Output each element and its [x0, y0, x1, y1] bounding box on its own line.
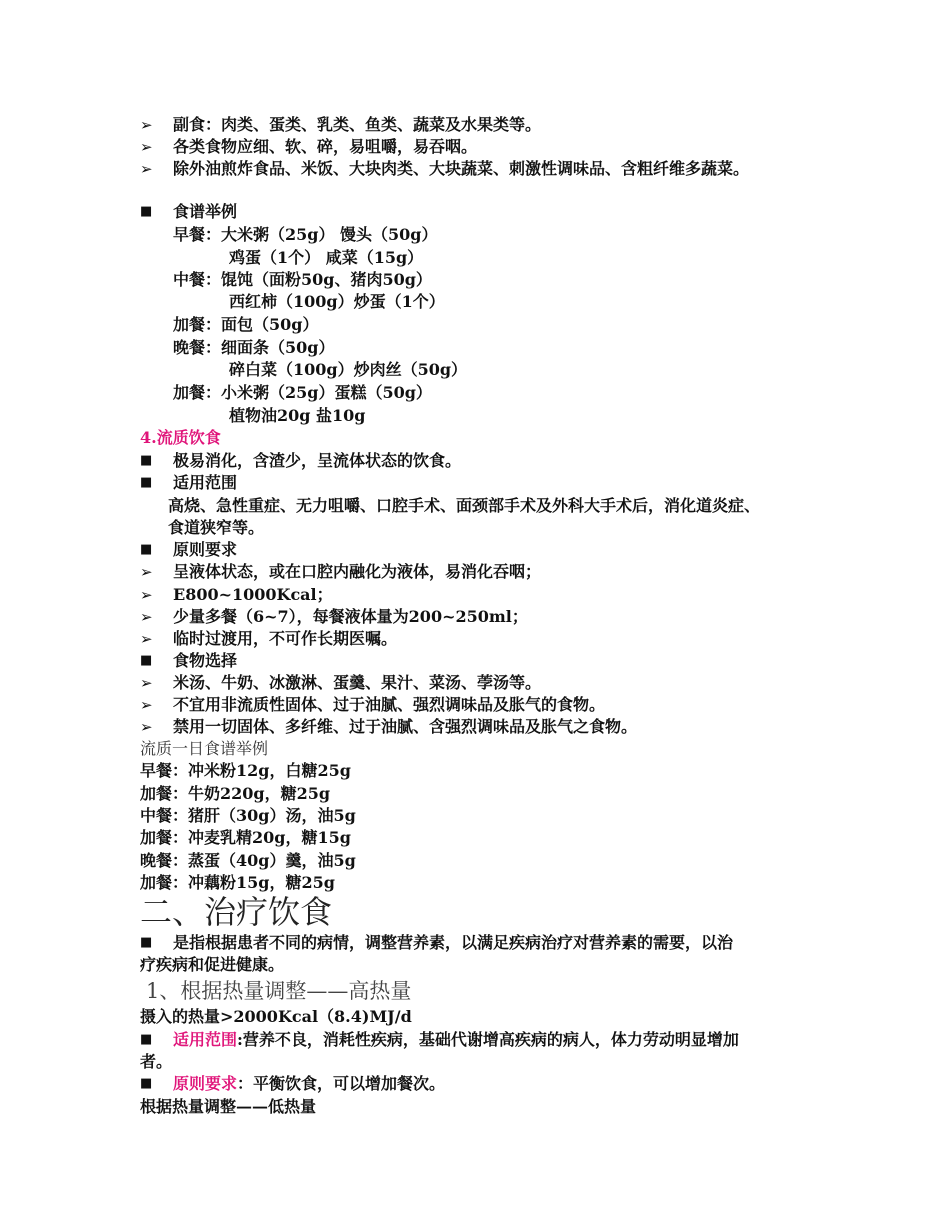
day-menu-heading: 流质一日食谱举例 — [140, 739, 269, 758]
arrow-bullet-icon: ➢ — [140, 718, 153, 736]
item-text: 是指根据患者不同的病情，调整营养素，以满足疾病治疗对营养素的需要，以治 — [173, 933, 734, 952]
principle-label: 原则要求 — [173, 1074, 238, 1093]
menu-line: 中餐：猪肝（30g）汤，油5g — [140, 806, 356, 825]
principle-text: ：平衡饮食，可以增加餐次。 — [237, 1074, 446, 1093]
square-bullet-icon: ■ — [140, 204, 153, 219]
paragraph-line: 疗疾病和促进健康。 — [140, 955, 285, 974]
low-calorie-heading: 根据热量调整——低热量 — [140, 1097, 317, 1116]
arrow-bullet-icon: ➢ — [140, 138, 153, 156]
menu-line: 加餐：牛奶220g，糖25g — [140, 784, 331, 803]
square-bullet-icon: ■ — [140, 475, 153, 490]
item-text: 不宜用非流质性固体、过于油腻、强烈调味品及胀气的食物。 — [173, 695, 606, 714]
recipe-line: 加餐：小米粥（25g）蛋糕（50g） — [173, 383, 432, 402]
item-text: 原则要求 — [173, 540, 238, 559]
heading-text: 食谱举例 — [173, 202, 238, 221]
square-bullet-icon: ■ — [140, 1032, 153, 1047]
item-text: 禁用一切固体、多纤维、过于油腻、含强烈调味品及胀气之食物。 — [173, 717, 638, 736]
paragraph-line: 食道狭窄等。 — [168, 518, 265, 537]
paragraph-line: 高烧、急性重症、无力咀嚼、口腔手术、面颈部手术及外科大手术后，消化道炎症、 — [168, 496, 761, 515]
recipe-line: 中餐：馄饨（面粉50g、猪肉50g） — [173, 270, 432, 289]
recipe-line: 鸡蛋（1个） 咸菜（15g） — [229, 248, 424, 267]
subsection-title: 1、根据热量调整——高热量 — [146, 979, 412, 1003]
arrow-bullet-icon: ➢ — [140, 160, 153, 178]
square-bullet-icon: ■ — [140, 935, 153, 950]
square-bullet-icon: ■ — [140, 1076, 153, 1091]
arrow-bullet-icon: ➢ — [140, 674, 153, 692]
menu-line: 加餐：冲藕粉15g，糖25g — [140, 873, 335, 892]
item-text: 副食：肉类、蛋类、乳类、鱼类、蔬菜及水果类等。 — [173, 115, 542, 134]
item-text — [173, 1073, 445, 1095]
square-bullet-icon: ■ — [140, 453, 153, 468]
item-text: 极易消化，含渣少，呈流体状态的饮食。 — [173, 451, 462, 470]
scope-text: :营养不良，消耗性疾病，基础代谢增高疾病的病人，体力劳动明显增加 — [237, 1030, 739, 1049]
item-text: E800~1000Kcal； — [173, 585, 333, 604]
arrow-bullet-icon: ➢ — [140, 116, 153, 134]
section-title: 4.流质饮食 — [140, 428, 221, 447]
recipe-line: 西红柿（100g）炒蛋（1个） — [229, 292, 445, 311]
recipe-line: 碎白菜（100g）炒肉丝（50g） — [229, 360, 468, 379]
intake-line: 摄入的热量>2000Kcal（8.4)MJ/d — [140, 1007, 412, 1026]
arrow-bullet-icon: ➢ — [140, 586, 153, 604]
arrow-bullet-icon: ➢ — [140, 696, 153, 714]
item-text: 除外油煎炸食品、米饭、大块肉类、大块蔬菜、刺激性调味品、含粗纤维多蔬菜。 — [173, 159, 750, 178]
item-text: 临时过渡用，不可作长期医嘱。 — [173, 629, 398, 648]
recipe-line: 晚餐：细面条（50g） — [173, 338, 335, 357]
arrow-bullet-icon: ➢ — [140, 630, 153, 648]
chapter-title: 二、治疗饮食 — [140, 893, 333, 931]
menu-line: 加餐：冲麦乳精20g，糖15g — [140, 828, 351, 847]
item-text: 食物选择 — [173, 651, 238, 670]
arrow-bullet-icon: ➢ — [140, 608, 153, 626]
item-text — [173, 1029, 739, 1051]
paragraph-line: 者。 — [140, 1052, 173, 1071]
recipe-line: 植物油20g 盐10g — [229, 406, 366, 425]
menu-line: 早餐：冲米粉12g，白糖25g — [140, 761, 351, 780]
menu-line: 晚餐：蒸蛋（40g）羹，油5g — [140, 851, 356, 870]
square-bullet-icon: ■ — [140, 542, 153, 557]
item-text: 呈液体状态，或在口腔内融化为液体，易消化吞咽； — [173, 562, 542, 581]
item-text: 各类食物应细、软、碎，易咀嚼，易吞咽。 — [173, 137, 478, 156]
square-bullet-icon: ■ — [140, 653, 153, 668]
scope-label: 适用范围 — [173, 1030, 238, 1049]
arrow-bullet-icon: ➢ — [140, 563, 153, 581]
item-text: 少量多餐（6~7），每餐液体量为200~250ml； — [173, 607, 528, 626]
item-text: 米汤、牛奶、冰激淋、蛋羹、果汁、菜汤、荸汤等。 — [173, 673, 542, 692]
recipe-line: 早餐：大米粥（25g） 馒头（50g） — [173, 225, 438, 244]
item-text: 适用范围 — [173, 473, 238, 492]
recipe-line: 加餐：面包（50g） — [173, 315, 319, 334]
